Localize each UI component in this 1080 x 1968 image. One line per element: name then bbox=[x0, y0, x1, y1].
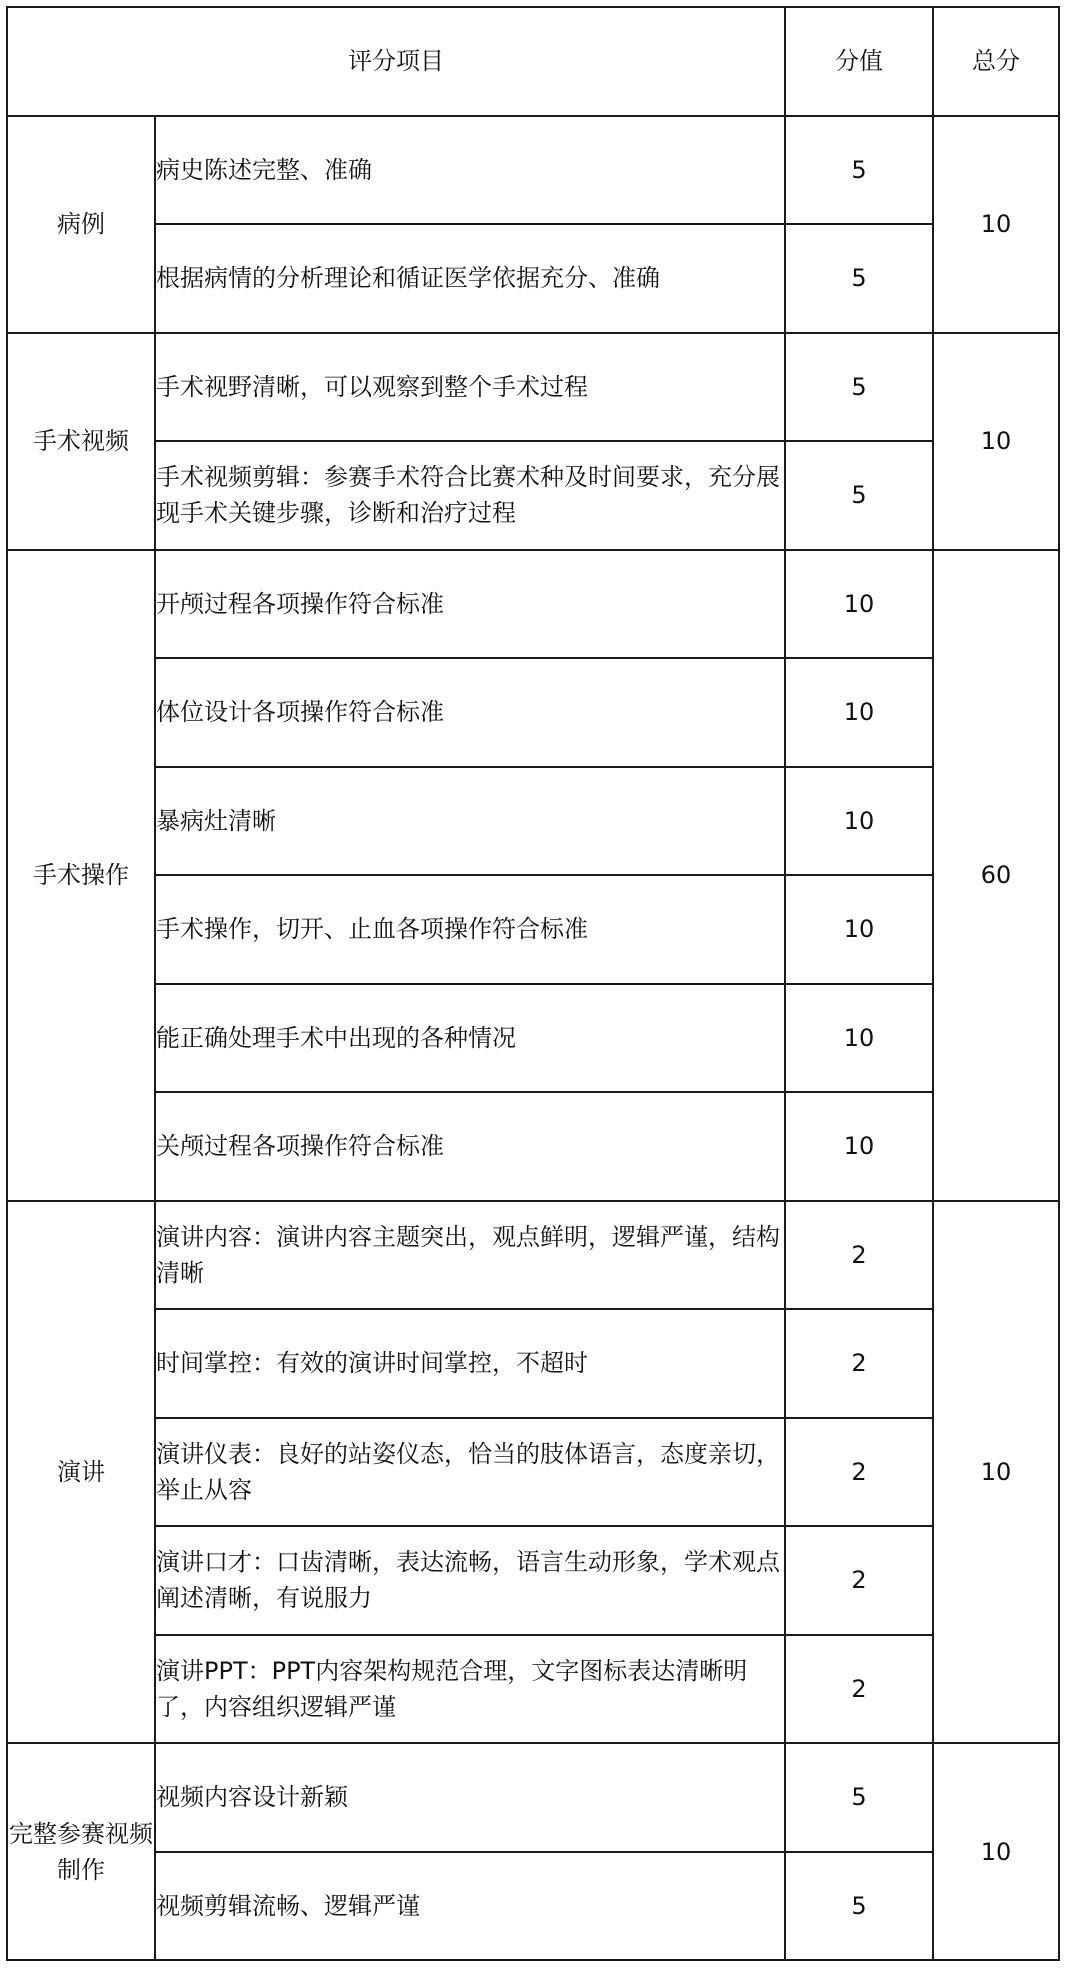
table-row bbox=[7, 1309, 1059, 1418]
item-cell: 视频剪辑流畅、逻辑严谨 bbox=[155, 1852, 785, 1961]
score-cell: 2 bbox=[785, 1526, 933, 1635]
item-cell: 暴病灶清晰 bbox=[155, 767, 785, 876]
item-cell: 演讲口才：口齿清晰，表达流畅，语言生动形象，学术观点阐述清晰，有说服力 bbox=[155, 1526, 785, 1635]
table-row bbox=[7, 550, 1059, 659]
table-row bbox=[7, 875, 1059, 984]
table-row bbox=[7, 1201, 1059, 1310]
item-cell: 视频内容设计新颖 bbox=[155, 1743, 785, 1852]
item-cell: 开颅过程各项操作符合标准 bbox=[155, 550, 785, 659]
item-cell: 手术视野清晰，可以观察到整个手术过程 bbox=[155, 333, 785, 442]
item-cell: 时间掌控：有效的演讲时间掌控，不超时 bbox=[155, 1309, 785, 1418]
category-cell: 完整参赛视频制作 bbox=[7, 1743, 155, 1960]
table-row bbox=[7, 333, 1059, 442]
score-cell: 10 bbox=[785, 1092, 933, 1201]
total-cell: 10 bbox=[933, 116, 1059, 333]
total-cell: 60 bbox=[933, 550, 1059, 1201]
category-cell: 演讲 bbox=[7, 1201, 155, 1744]
scoring-table bbox=[6, 6, 1060, 1961]
item-cell: 演讲仪表：良好的站姿仪态，恰当的肢体语言，态度亲切，举止从容 bbox=[155, 1418, 785, 1527]
score-cell: 5 bbox=[785, 333, 933, 442]
score-cell: 10 bbox=[785, 767, 933, 876]
score-cell: 2 bbox=[785, 1309, 933, 1418]
score-cell: 10 bbox=[785, 984, 933, 1093]
score-cell: 2 bbox=[785, 1635, 933, 1744]
score-cell: 10 bbox=[785, 550, 933, 659]
score-cell: 2 bbox=[785, 1418, 933, 1527]
scoring-sheet bbox=[6, 6, 1058, 1961]
header-total: 总分 bbox=[933, 7, 1059, 116]
item-cell: 病史陈述完整、准确 bbox=[155, 116, 785, 225]
item-cell: 演讲内容：演讲内容主题突出，观点鲜明，逻辑严谨，结构清晰 bbox=[155, 1201, 785, 1310]
table-row bbox=[7, 1526, 1059, 1635]
table-row bbox=[7, 1092, 1059, 1201]
category-cell: 手术操作 bbox=[7, 550, 155, 1201]
score-cell: 5 bbox=[785, 224, 933, 333]
total-cell: 10 bbox=[933, 1201, 1059, 1744]
table-row bbox=[7, 658, 1059, 767]
header-item: 评分项目 bbox=[7, 7, 785, 116]
item-cell: 关颅过程各项操作符合标准 bbox=[155, 1092, 785, 1201]
item-cell: 手术操作，切开、止血各项操作符合标准 bbox=[155, 875, 785, 984]
category-cell: 手术视频 bbox=[7, 333, 155, 550]
table-row bbox=[7, 1852, 1059, 1961]
header-row bbox=[7, 7, 1059, 116]
score-cell: 5 bbox=[785, 116, 933, 225]
table-row bbox=[7, 1635, 1059, 1744]
table-row bbox=[7, 984, 1059, 1093]
table-row bbox=[7, 767, 1059, 876]
item-cell: 根据病情的分析理论和循证医学依据充分、准确 bbox=[155, 224, 785, 333]
total-cell: 10 bbox=[933, 1743, 1059, 1960]
score-cell: 2 bbox=[785, 1201, 933, 1310]
table-row bbox=[7, 1418, 1059, 1527]
item-cell: 演讲PPT：PPT内容架构规范合理，文字图标表达清晰明了，内容组织逻辑严谨 bbox=[155, 1635, 785, 1744]
table-row bbox=[7, 224, 1059, 333]
score-cell: 10 bbox=[785, 875, 933, 984]
score-cell: 5 bbox=[785, 1743, 933, 1852]
total-cell: 10 bbox=[933, 333, 1059, 550]
score-cell: 10 bbox=[785, 658, 933, 767]
score-cell: 5 bbox=[785, 441, 933, 550]
table-row bbox=[7, 116, 1059, 225]
category-cell: 病例 bbox=[7, 116, 155, 333]
table-row bbox=[7, 1743, 1059, 1852]
item-cell: 手术视频剪辑：参赛手术符合比赛术种及时间要求，充分展现手术关键步骤，诊断和治疗过程 bbox=[155, 441, 785, 550]
table-row bbox=[7, 441, 1059, 550]
item-cell: 体位设计各项操作符合标准 bbox=[155, 658, 785, 767]
header-score: 分值 bbox=[785, 7, 933, 116]
item-cell: 能正确处理手术中出现的各种情况 bbox=[155, 984, 785, 1093]
score-cell: 5 bbox=[785, 1852, 933, 1961]
